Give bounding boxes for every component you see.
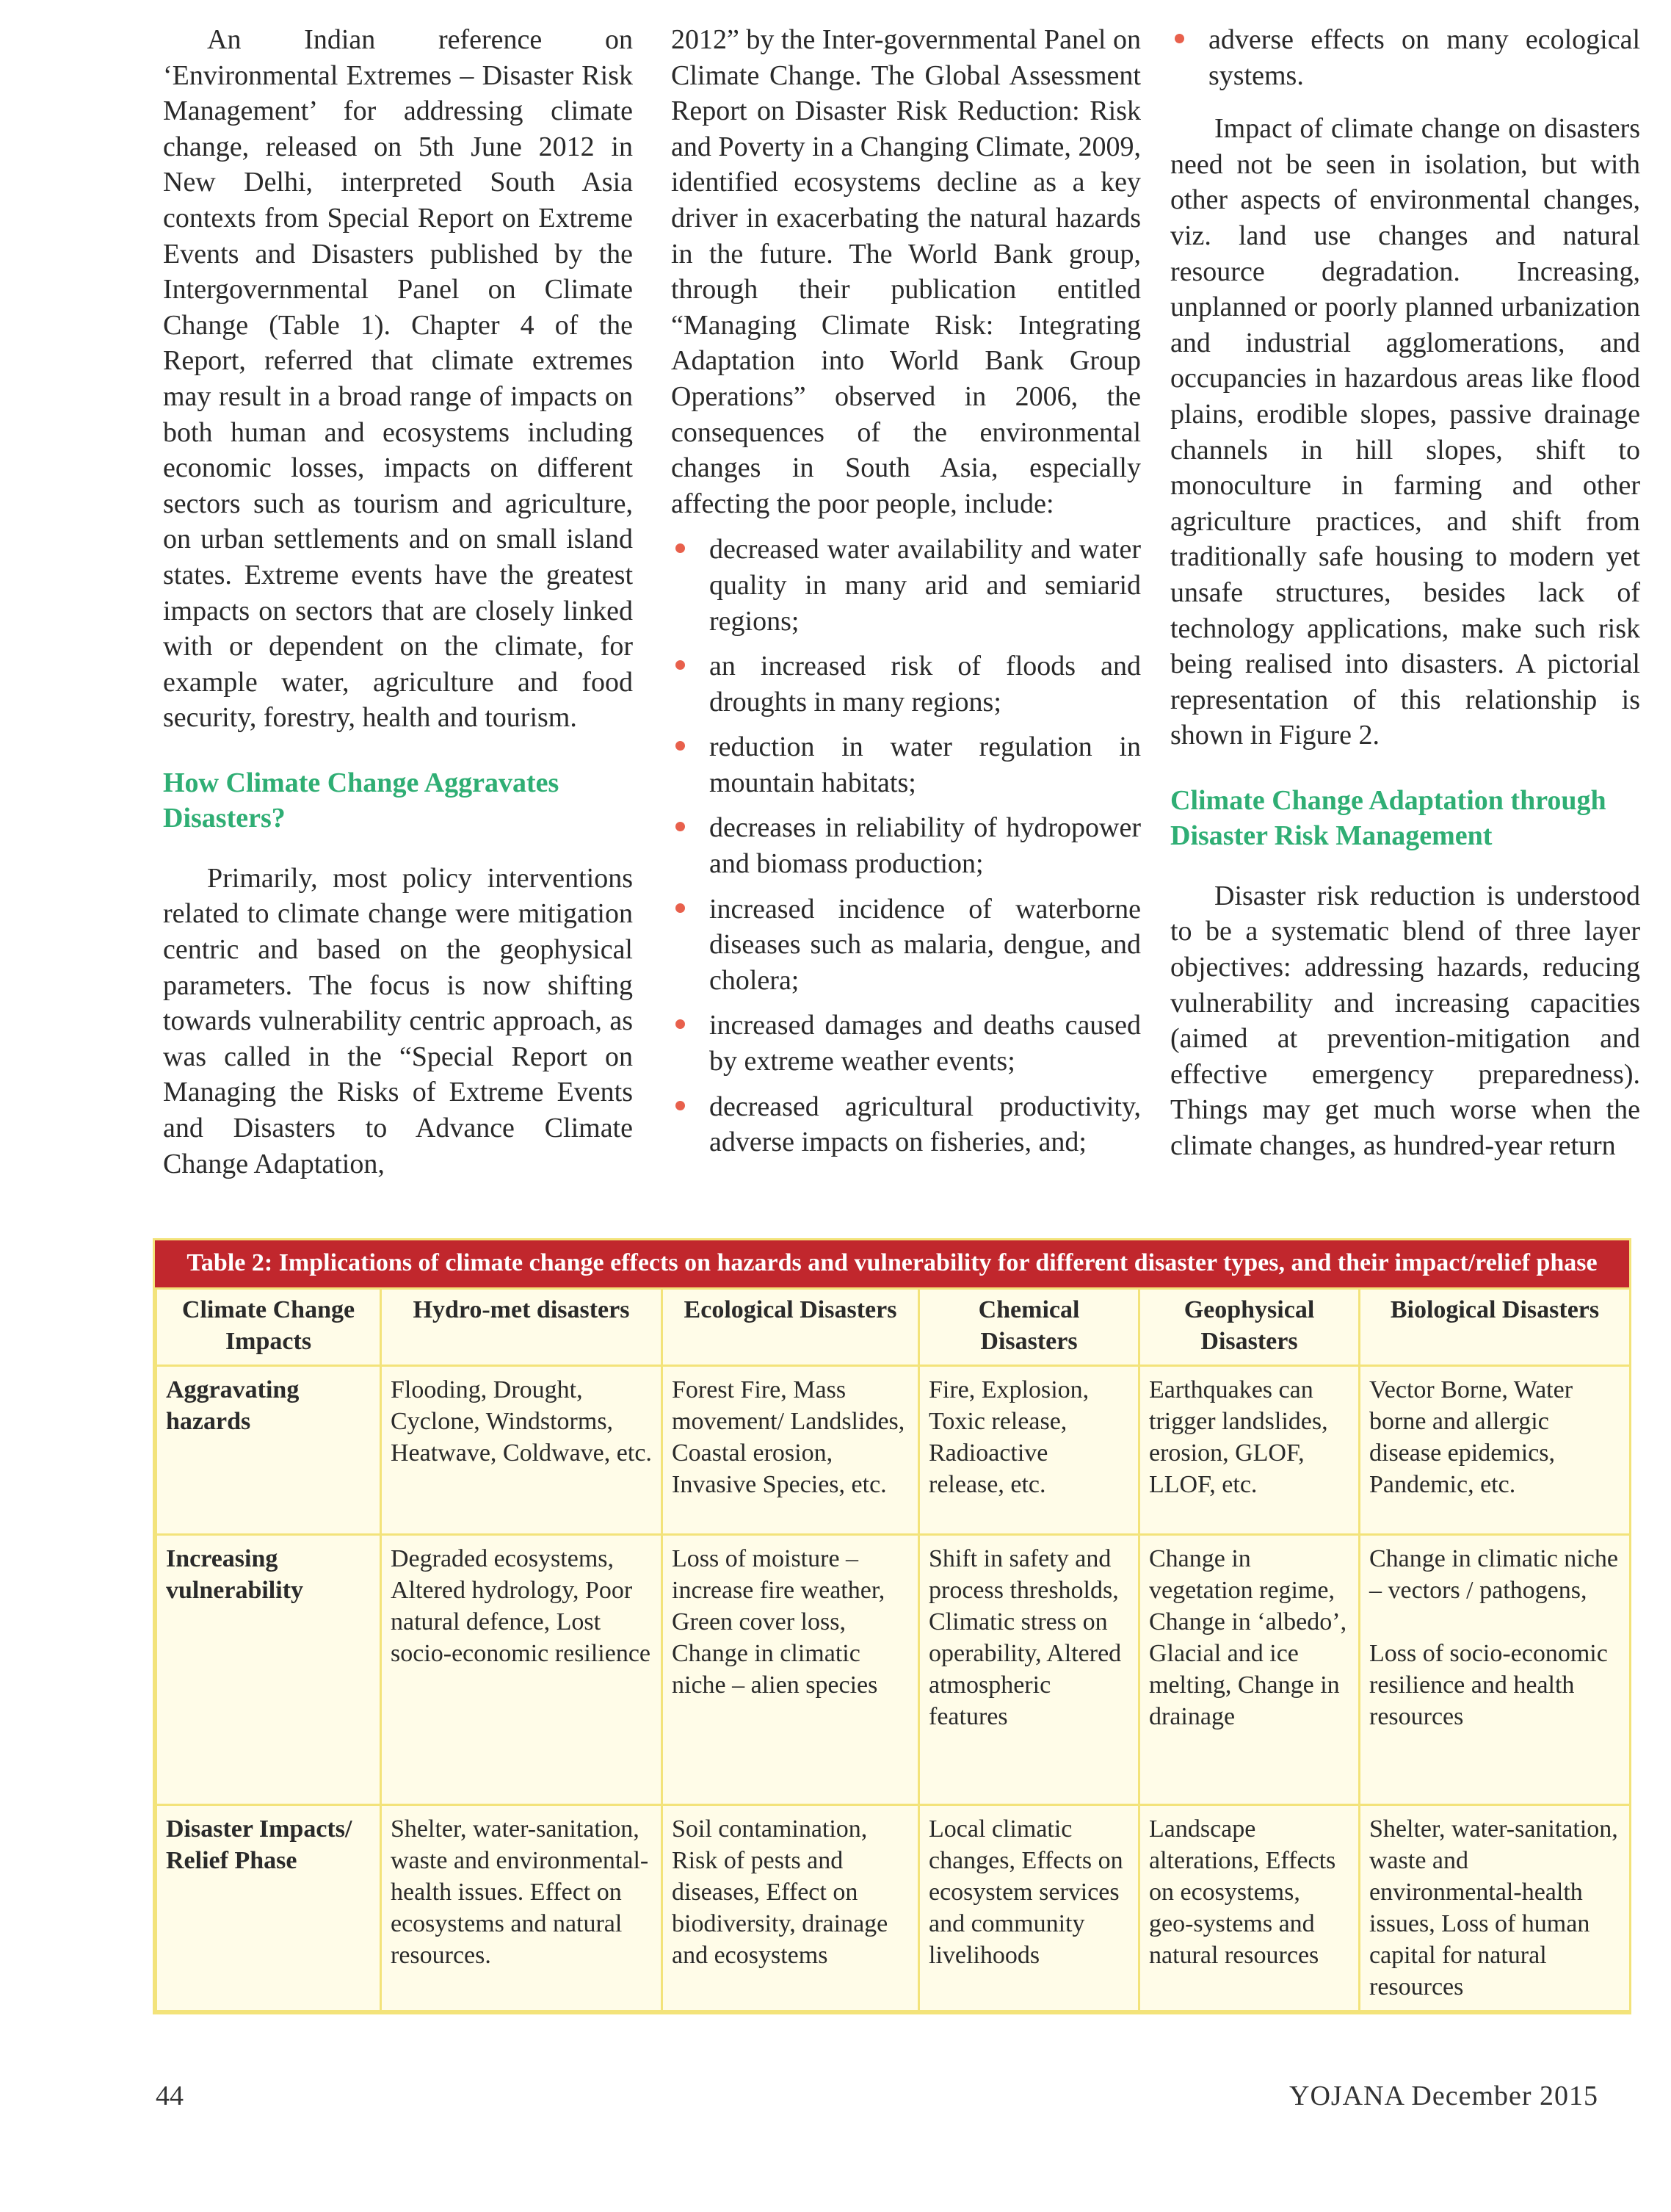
column-2 <box>671 22 1141 1170</box>
column-1 <box>163 22 633 1182</box>
magazine-issue: YOJANA December 2015 <box>1289 2081 1599 2111</box>
row-header: Disaster Impacts/ Relief Phase <box>156 1805 381 2012</box>
column-header: Geophysical Disasters <box>1139 1289 1360 1366</box>
page-number: 44 <box>156 2081 184 2111</box>
section-heading: Climate Change Adaptation through Disaster Risk Management <box>1170 784 1606 851</box>
table-header-row <box>156 1289 1631 1366</box>
paragraph: Impact of climate change on disasters need not be seen in isolation, but with other aspects of environmental changes, viz. land use changes and natural resource degradation. Increasing, unplanned or poorly planned urbanization and industrial agglomerations, and occupancies in hazardous areas like flood plains, erodible slopes, passive drainage channels in hill slopes, shift to monoculture in farming and other agriculture practices, and shift from traditionally safe housing to modern yet unsafe structures, besides lack of technology applications, make such risk being realised into disasters. A pictorial representation of this relationship is shown in Figure 2. <box>1170 113 1640 751</box>
section-heading: How Climate Change Aggravates Disasters? <box>163 767 559 834</box>
table-cell: Flooding, Drought, Cyclone, Windstorms, Heatwave, Coldwave, etc. <box>381 1366 662 1535</box>
bullet-icon <box>675 903 685 913</box>
table-caption: Table 2: Implications of climate change effects on hazards and vulnerability for different disaster types, and their impact/relief phase <box>155 1240 1629 1287</box>
column-header: Chemical Disasters <box>919 1289 1139 1366</box>
row-header: Aggravating hazards <box>156 1366 381 1535</box>
bullet-icon <box>675 741 685 751</box>
list-item: decreases in reliability of hydropower and biomass production; <box>671 810 1141 881</box>
bullet-icon <box>675 822 685 831</box>
row-header: Increasing vulnerability <box>156 1535 381 1805</box>
data-table <box>155 1287 1631 2012</box>
list-item: an increased risk of floods and droughts in many regions; <box>671 648 1141 720</box>
paragraph: Disaster risk reduction is understood to be a systematic blend of three layer objectives: addressing hazards, reducing vulnerability and increasing capacities (aimed at prevention-mitigation and effective emergency preparedness). Things may get much worse when the climate changes, as hundred-year return <box>1170 880 1640 1162</box>
table-cell: Shift in safety and process thresholds, Climatic stress on operability, Altered atmospheric features <box>919 1535 1139 1805</box>
column-3 <box>1170 22 1640 1164</box>
table-cell: Change in climatic niche – vectors / pathogens, Loss of socio-economic resilience and health resources <box>1360 1535 1631 1805</box>
bullet-list <box>1170 22 1640 93</box>
paragraph: An Indian reference on ‘Environmental Extremes – Disaster Risk Management’ for addressing climate change, released on 5th June 2012 in New Delhi, interpreted South Asia contexts from Special Report on Extreme Events and Disasters published by the Intergovernmental Panel on Climate Change (Table 1). Chapter 4 of the Report, referred that climate extremes may result in a broad range of impacts on both human and ecosystems including economic losses, impacts on different sectors such as tourism and agriculture, on urban settlements and on small island states. Extreme events have the greatest impacts on sectors that are closely linked with or dependent on the climate, for example water, agriculture and food security, forestry, health and tourism. <box>163 24 633 734</box>
bullet-icon <box>675 1101 685 1110</box>
table-cell: Shelter, water-sanitation, waste and environmental-health issues. Effect on ecosystems and natural resources. <box>381 1805 662 2012</box>
table-cell: Local climatic changes, Effects on ecosystem services and community livelihoods <box>919 1805 1139 2012</box>
table-cell: Degraded ecosystems, Altered hydrology, Poor natural defence, Lost socio-economic resilience <box>381 1535 662 1805</box>
table-2 <box>153 1238 1631 2014</box>
bullet-icon <box>675 660 685 670</box>
bullet-icon <box>1175 34 1184 43</box>
column-header: Biological Disasters <box>1360 1289 1631 1366</box>
column-header: Ecological Disasters <box>662 1289 919 1366</box>
table-cell: Landscape alterations, Effects on ecosystems, geo-systems and natural resources <box>1139 1805 1360 2012</box>
table-cell: Fire, Explosion, Toxic release, Radioactive release, etc. <box>919 1366 1139 1535</box>
column-header: Hydro-met disasters <box>381 1289 662 1366</box>
paragraph: Primarily, most policy interventions related to climate change were mitigation centric and based on the geophysical parameters. The focus is now shifting towards vulnerability centric approach, as was called in the “Special Report on Managing the Risks of Extreme Events and Disasters to Advance Climate Change Adaptation, <box>163 862 633 1179</box>
table-cell: Loss of moisture – increase fire weather, Green cover loss, Change in climatic niche – alien species <box>662 1535 919 1805</box>
list-item: decreased water availability and water quality in many arid and semiarid regions; <box>671 532 1141 639</box>
list-item: decreased agricultural productivity, adverse impacts on fisheries, and; <box>671 1089 1141 1160</box>
list-item: increased incidence of waterborne diseases such as malaria, dengue, and cholera; <box>671 892 1141 999</box>
list-item: reduction in water regulation in mountain habitats; <box>671 729 1141 800</box>
table-row <box>156 1535 1631 1805</box>
bullet-icon <box>675 1019 685 1029</box>
list-item: increased damages and deaths caused by extreme weather events; <box>671 1008 1141 1079</box>
table-cell: Vector Borne, Water borne and allergic disease epidemics, Pandemic, etc. <box>1360 1366 1631 1535</box>
paragraph: 2012” by the Inter-governmental Panel on Climate Change. The Global Assessment Report on Disaster Risk Reduction: Risk and Poverty in a Changing Climate, 2009, identified ecosystems decline as a key driver in exacerbating the natural hazards in the future. The World Bank group, through their publication entitled “Managing Climate Risk: Integrating Adaptation into World Bank Group Operations” observed in 2006, the consequences of the environmental changes in South Asia, especially affecting the poor people, include: <box>671 24 1141 519</box>
table-cell: Earthquakes can trigger landslides, erosion, GLOF, LLOF, etc. <box>1139 1366 1360 1535</box>
table-cell: Shelter, water-sanitation, waste and environmental-health issues, Loss of human capital for natural resources <box>1360 1805 1631 2012</box>
table-row <box>156 1805 1631 2012</box>
column-header: Climate Change Impacts <box>156 1289 381 1366</box>
table-row <box>156 1366 1631 1535</box>
table-cell: Change in vegetation regime, Change in ‘albedo’, Glacial and ice melting, Change in drainage <box>1139 1535 1360 1805</box>
table-cell: Forest Fire, Mass movement/ Landslides, Coastal erosion, Invasive Species, etc. <box>662 1366 919 1535</box>
table-cell: Soil contamination, Risk of pests and diseases, Effect on biodiversity, drainage and ecosystems <box>662 1805 919 2012</box>
list-item: adverse effects on many ecological systems. <box>1170 22 1640 93</box>
bullet-icon <box>675 543 685 553</box>
bullet-list <box>671 532 1141 1160</box>
